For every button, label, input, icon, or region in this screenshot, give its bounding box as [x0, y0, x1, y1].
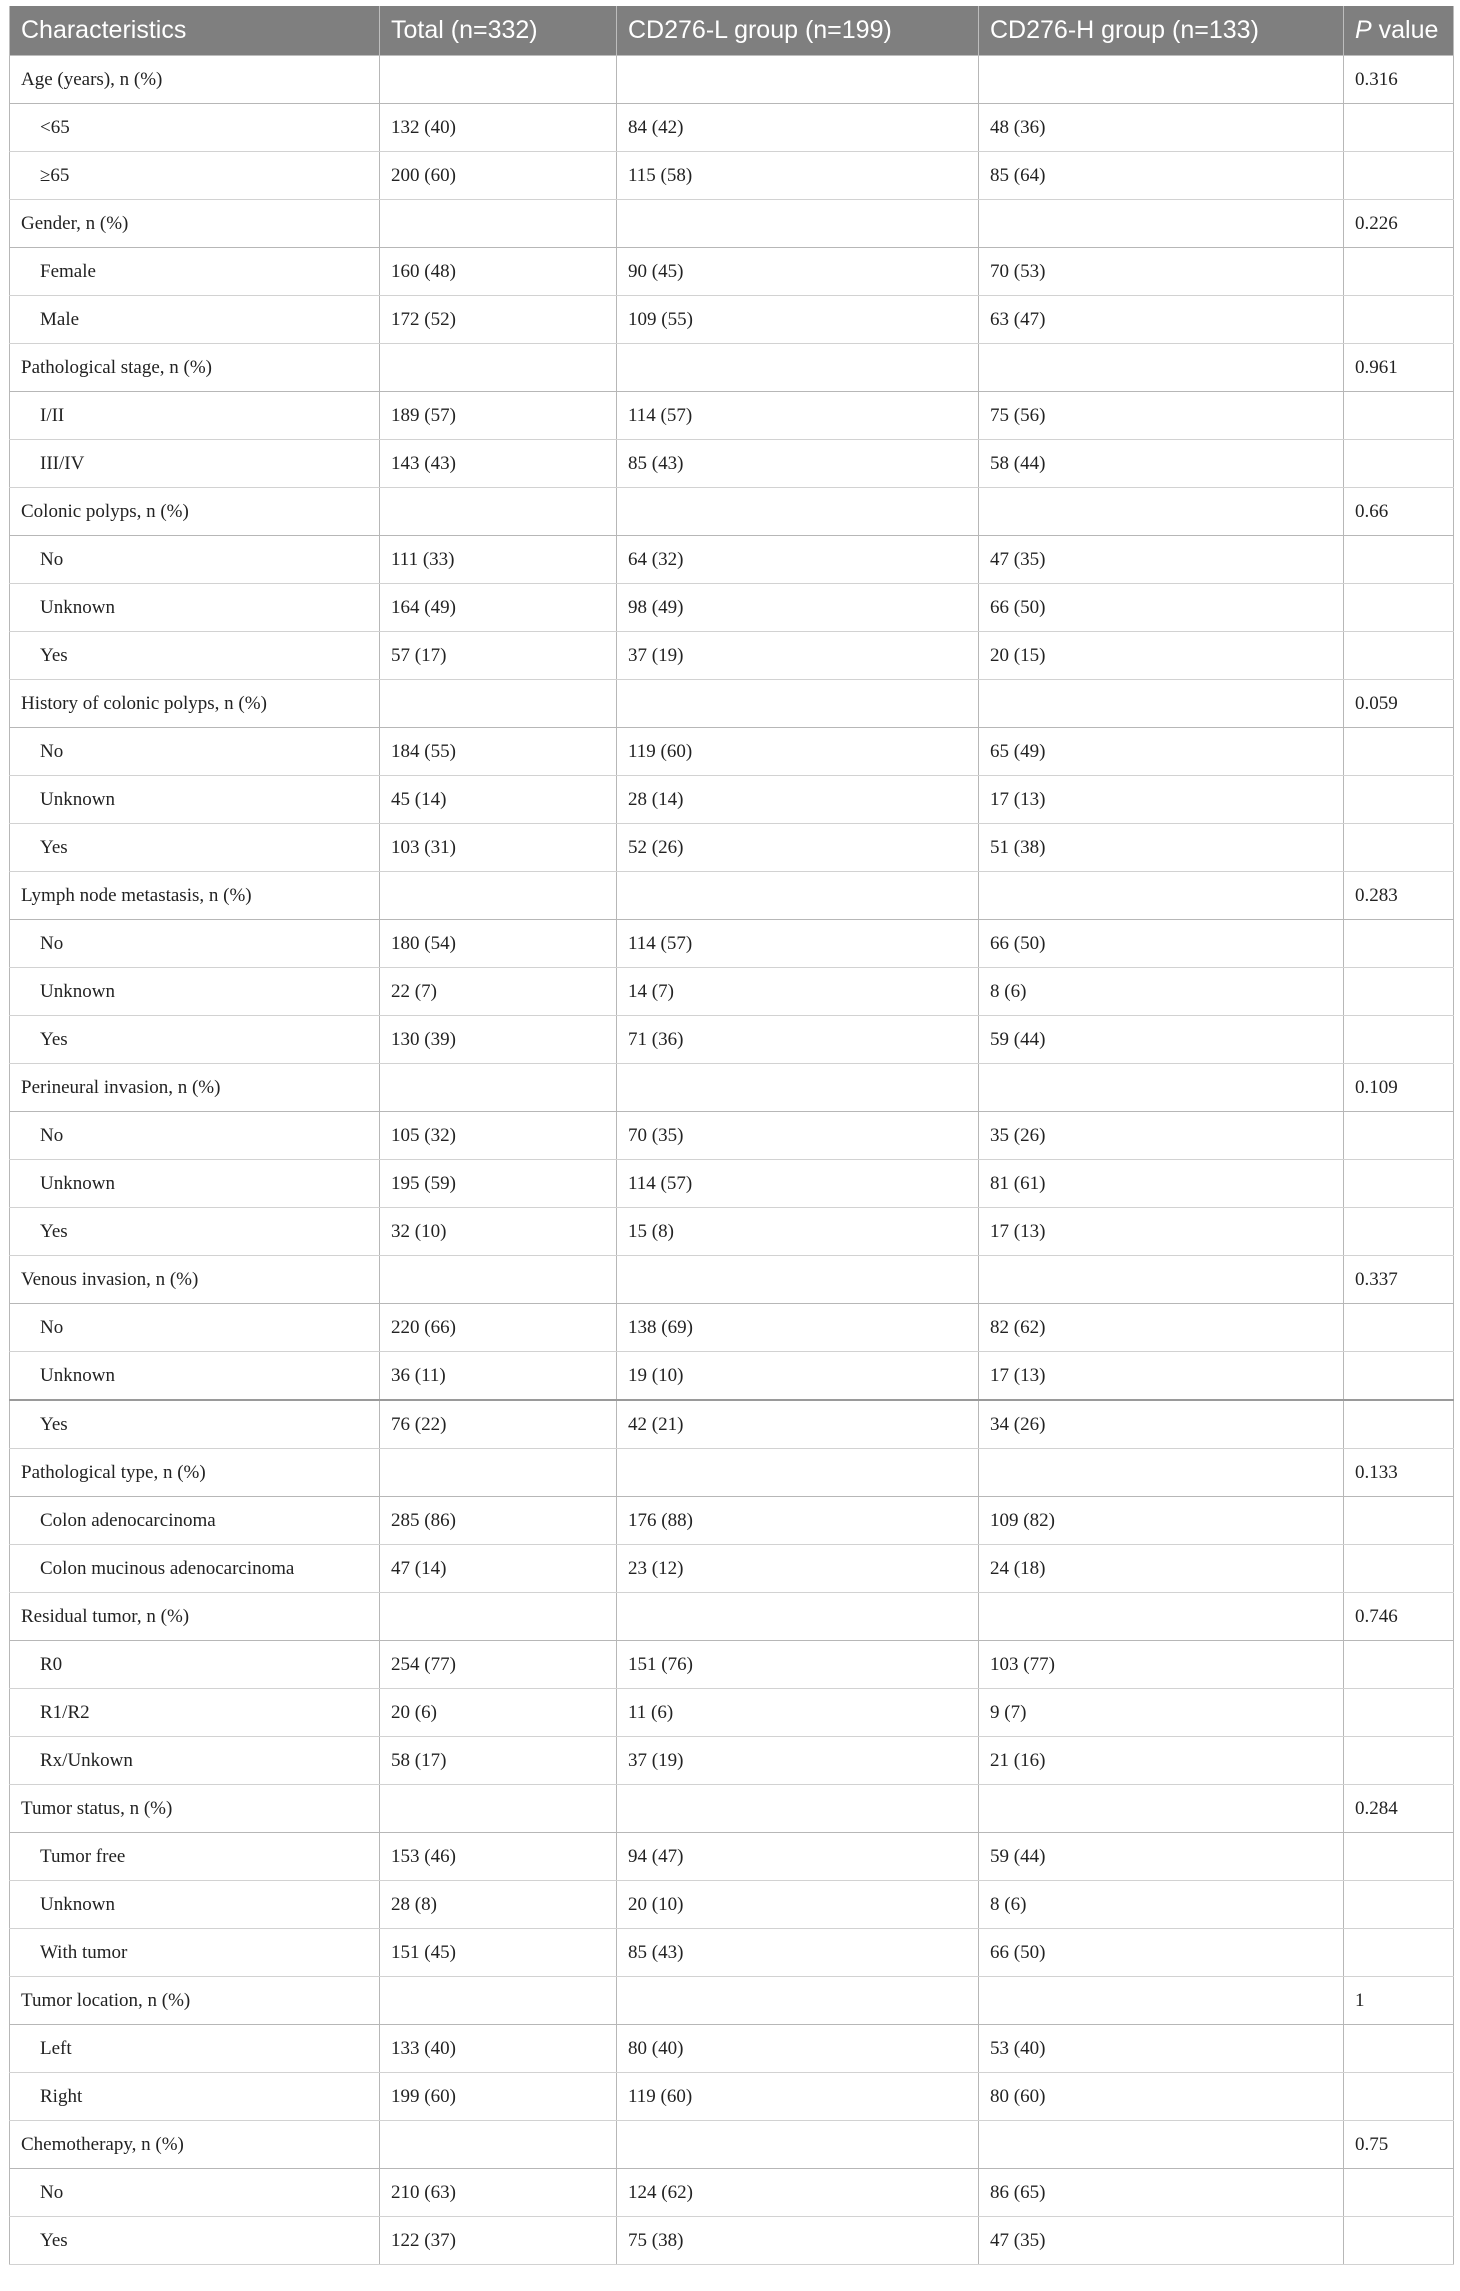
cell-p-value	[1344, 632, 1454, 680]
cell-cd276-h	[979, 1977, 1344, 2025]
table-row	[10, 2025, 1454, 2073]
table-group-row	[10, 344, 1454, 392]
cell-p-value	[1344, 104, 1454, 152]
cell-cd276-h: 20 (15)	[979, 632, 1344, 680]
cell-characteristic: Yes	[10, 2217, 380, 2265]
cell-cd276-l	[617, 872, 979, 920]
cell-cd276-l: 94 (47)	[617, 1833, 979, 1881]
cell-p-value	[1344, 1208, 1454, 1256]
cell-total: 32 (10)	[380, 1208, 617, 1256]
table-row	[10, 440, 1454, 488]
cell-p-value	[1344, 392, 1454, 440]
cell-cd276-l: 11 (6)	[617, 1689, 979, 1737]
cell-cd276-l: 114 (57)	[617, 920, 979, 968]
cell-p-value	[1344, 776, 1454, 824]
cell-cd276-l	[617, 200, 979, 248]
table-row	[10, 1016, 1454, 1064]
cell-total: 184 (55)	[380, 728, 617, 776]
cell-total: 189 (57)	[380, 392, 617, 440]
table-group-row	[10, 1977, 1454, 2025]
cell-characteristic: Chemotherapy, n (%)	[10, 2121, 380, 2169]
cell-cd276-l: 124 (62)	[617, 2169, 979, 2217]
table-group-row	[10, 680, 1454, 728]
cell-p-value	[1344, 584, 1454, 632]
cell-total: 58 (17)	[380, 1737, 617, 1785]
cell-cd276-h	[979, 488, 1344, 536]
cell-cd276-l: 151 (76)	[617, 1641, 979, 1689]
table-row	[10, 824, 1454, 872]
table-row	[10, 1833, 1454, 1881]
cell-total: 76 (22)	[380, 1400, 617, 1449]
cell-characteristic: No	[10, 1304, 380, 1352]
cell-p-value: 0.133	[1344, 1449, 1454, 1497]
table-row	[10, 1352, 1454, 1401]
cell-cd276-l: 109 (55)	[617, 296, 979, 344]
cell-total: 254 (77)	[380, 1641, 617, 1689]
cell-cd276-l	[617, 1256, 979, 1304]
table-row	[10, 2217, 1454, 2265]
cell-characteristic: Yes	[10, 1016, 380, 1064]
cell-cd276-l: 70 (35)	[617, 1112, 979, 1160]
cell-total	[380, 200, 617, 248]
cell-characteristic: Gender, n (%)	[10, 200, 380, 248]
cell-p-value	[1344, 152, 1454, 200]
cell-cd276-l: 119 (60)	[617, 728, 979, 776]
cell-cd276-l: 114 (57)	[617, 1160, 979, 1208]
cell-cd276-h: 17 (13)	[979, 776, 1344, 824]
table-row	[10, 1881, 1454, 1929]
cell-total: 130 (39)	[380, 1016, 617, 1064]
cell-cd276-l: 75 (38)	[617, 2217, 979, 2265]
cell-cd276-h: 8 (6)	[979, 968, 1344, 1016]
header-characteristics: Characteristics	[10, 6, 380, 56]
cell-p-value: 0.75	[1344, 2121, 1454, 2169]
cell-total: 199 (60)	[380, 2073, 617, 2121]
cell-cd276-l: 80 (40)	[617, 2025, 979, 2073]
cell-p-value	[1344, 440, 1454, 488]
cell-cd276-l	[617, 1977, 979, 2025]
cell-p-value	[1344, 2217, 1454, 2265]
cell-cd276-l: 90 (45)	[617, 248, 979, 296]
cell-cd276-l	[617, 2121, 979, 2169]
cell-cd276-h: 8 (6)	[979, 1881, 1344, 1929]
table-row	[10, 1304, 1454, 1352]
cell-characteristic: Unknown	[10, 1881, 380, 1929]
cell-total: 132 (40)	[380, 104, 617, 152]
cell-cd276-l: 28 (14)	[617, 776, 979, 824]
cell-cd276-l: 85 (43)	[617, 1929, 979, 1977]
cell-cd276-h: 59 (44)	[979, 1833, 1344, 1881]
cell-cd276-l: 20 (10)	[617, 1881, 979, 1929]
cell-p-value: 1	[1344, 1977, 1454, 2025]
cell-characteristic: Yes	[10, 824, 380, 872]
cell-p-value	[1344, 1112, 1454, 1160]
cell-p-value	[1344, 920, 1454, 968]
cell-p-value: 0.284	[1344, 1785, 1454, 1833]
cell-total: 172 (52)	[380, 296, 617, 344]
cell-total	[380, 2121, 617, 2169]
cell-p-value	[1344, 1016, 1454, 1064]
cell-total: 160 (48)	[380, 248, 617, 296]
table-row	[10, 920, 1454, 968]
table-row	[10, 584, 1454, 632]
cell-p-value: 0.283	[1344, 872, 1454, 920]
table-row	[10, 632, 1454, 680]
cell-cd276-h	[979, 1593, 1344, 1641]
cell-characteristic: Female	[10, 248, 380, 296]
cell-p-value: 0.226	[1344, 200, 1454, 248]
cell-p-value: 0.66	[1344, 488, 1454, 536]
cell-total	[380, 488, 617, 536]
cell-characteristic: Tumor status, n (%)	[10, 1785, 380, 1833]
cell-cd276-l: 98 (49)	[617, 584, 979, 632]
cell-cd276-h: 86 (65)	[979, 2169, 1344, 2217]
cell-p-value: 0.316	[1344, 56, 1454, 104]
cell-characteristic: No	[10, 2169, 380, 2217]
cell-total: 151 (45)	[380, 1929, 617, 1977]
cell-cd276-l	[617, 488, 979, 536]
table-row	[10, 2073, 1454, 2121]
cell-characteristic: Left	[10, 2025, 380, 2073]
cell-cd276-h: 17 (13)	[979, 1352, 1344, 1401]
cell-cd276-h	[979, 200, 1344, 248]
cell-cd276-h: 103 (77)	[979, 1641, 1344, 1689]
cell-cd276-l: 114 (57)	[617, 392, 979, 440]
table-group-row	[10, 1593, 1454, 1641]
cell-p-value: 0.109	[1344, 1064, 1454, 1112]
cell-total: 195 (59)	[380, 1160, 617, 1208]
cell-cd276-h: 85 (64)	[979, 152, 1344, 200]
cell-characteristic: No	[10, 920, 380, 968]
cell-total: 180 (54)	[380, 920, 617, 968]
table-row	[10, 1545, 1454, 1593]
table-row	[10, 1400, 1454, 1449]
table-row	[10, 296, 1454, 344]
table-row	[10, 104, 1454, 152]
characteristics-table	[9, 6, 1454, 2265]
cell-characteristic: With tumor	[10, 1929, 380, 1977]
cell-cd276-h: 80 (60)	[979, 2073, 1344, 2121]
table-group-row	[10, 2121, 1454, 2169]
cell-cd276-l	[617, 344, 979, 392]
cell-p-value	[1344, 2025, 1454, 2073]
cell-cd276-h: 82 (62)	[979, 1304, 1344, 1352]
cell-total	[380, 1256, 617, 1304]
cell-cd276-h: 66 (50)	[979, 1929, 1344, 1977]
cell-cd276-h: 24 (18)	[979, 1545, 1344, 1593]
cell-cd276-h: 70 (53)	[979, 248, 1344, 296]
table-group-row	[10, 1064, 1454, 1112]
cell-cd276-h: 34 (26)	[979, 1400, 1344, 1449]
cell-cd276-l	[617, 1785, 979, 1833]
table-row	[10, 1737, 1454, 1785]
cell-cd276-l: 19 (10)	[617, 1352, 979, 1401]
cell-cd276-h	[979, 56, 1344, 104]
cell-cd276-h: 81 (61)	[979, 1160, 1344, 1208]
cell-p-value	[1344, 1689, 1454, 1737]
table-row	[10, 2169, 1454, 2217]
cell-characteristic: Venous invasion, n (%)	[10, 1256, 380, 1304]
cell-cd276-l	[617, 1449, 979, 1497]
cell-cd276-h: 53 (40)	[979, 2025, 1344, 2073]
cell-cd276-h: 66 (50)	[979, 584, 1344, 632]
cell-characteristic: Right	[10, 2073, 380, 2121]
cell-cd276-h	[979, 1256, 1344, 1304]
cell-p-value	[1344, 536, 1454, 584]
cell-characteristic: No	[10, 536, 380, 584]
table-group-row	[10, 488, 1454, 536]
cell-characteristic: Colon mucinous adenocarcinoma	[10, 1545, 380, 1593]
cell-total	[380, 680, 617, 728]
cell-cd276-h: 48 (36)	[979, 104, 1344, 152]
cell-cd276-l: 119 (60)	[617, 2073, 979, 2121]
cell-cd276-h	[979, 1064, 1344, 1112]
cell-cd276-l: 52 (26)	[617, 824, 979, 872]
cell-cd276-l	[617, 1593, 979, 1641]
cell-characteristic: Colon adenocarcinoma	[10, 1497, 380, 1545]
table-row	[10, 1641, 1454, 1689]
cell-characteristic: No	[10, 728, 380, 776]
cell-p-value	[1344, 1545, 1454, 1593]
cell-total	[380, 56, 617, 104]
cell-total: 47 (14)	[380, 1545, 617, 1593]
cell-cd276-l: 15 (8)	[617, 1208, 979, 1256]
cell-characteristic: Rx/Unkown	[10, 1737, 380, 1785]
cell-cd276-l: 138 (69)	[617, 1304, 979, 1352]
cell-p-value	[1344, 1352, 1454, 1401]
cell-cd276-h	[979, 344, 1344, 392]
cell-characteristic: Pathological type, n (%)	[10, 1449, 380, 1497]
cell-characteristic: Unknown	[10, 968, 380, 1016]
cell-total: 122 (37)	[380, 2217, 617, 2265]
cell-cd276-h: 21 (16)	[979, 1737, 1344, 1785]
cell-characteristic: Tumor location, n (%)	[10, 1977, 380, 2025]
cell-characteristic: Yes	[10, 1400, 380, 1449]
cell-cd276-h: 47 (35)	[979, 536, 1344, 584]
cell-characteristic: Unknown	[10, 1352, 380, 1401]
cell-cd276-h: 66 (50)	[979, 920, 1344, 968]
cell-cd276-h	[979, 1785, 1344, 1833]
cell-cd276-l: 85 (43)	[617, 440, 979, 488]
cell-cd276-h: 47 (35)	[979, 2217, 1344, 2265]
cell-total	[380, 1449, 617, 1497]
cell-p-value	[1344, 1641, 1454, 1689]
cell-characteristic: Colonic polyps, n (%)	[10, 488, 380, 536]
table-group-row	[10, 872, 1454, 920]
cell-total	[380, 1785, 617, 1833]
table-row	[10, 152, 1454, 200]
cell-p-value	[1344, 2169, 1454, 2217]
cell-p-value: 0.961	[1344, 344, 1454, 392]
cell-cd276-l: 176 (88)	[617, 1497, 979, 1545]
cell-characteristic: Perineural invasion, n (%)	[10, 1064, 380, 1112]
cell-cd276-h: 51 (38)	[979, 824, 1344, 872]
cell-total: 57 (17)	[380, 632, 617, 680]
table-row	[10, 728, 1454, 776]
cell-total: 111 (33)	[380, 536, 617, 584]
cell-total	[380, 1064, 617, 1112]
table-row	[10, 248, 1454, 296]
table-group-row	[10, 1449, 1454, 1497]
cell-characteristic: Unknown	[10, 584, 380, 632]
cell-cd276-h: 59 (44)	[979, 1016, 1344, 1064]
table-header-row	[10, 6, 1454, 56]
cell-characteristic: Residual tumor, n (%)	[10, 1593, 380, 1641]
cell-p-value	[1344, 1400, 1454, 1449]
cell-total: 220 (66)	[380, 1304, 617, 1352]
cell-cd276-l: 71 (36)	[617, 1016, 979, 1064]
cell-p-value	[1344, 1737, 1454, 1785]
cell-cd276-l	[617, 56, 979, 104]
cell-characteristic: I/II	[10, 392, 380, 440]
cell-p-value	[1344, 2073, 1454, 2121]
table-row	[10, 1689, 1454, 1737]
cell-p-value	[1344, 1160, 1454, 1208]
cell-cd276-l: 42 (21)	[617, 1400, 979, 1449]
cell-p-value	[1344, 1833, 1454, 1881]
cell-cd276-l: 14 (7)	[617, 968, 979, 1016]
cell-total	[380, 344, 617, 392]
cell-cd276-l	[617, 1064, 979, 1112]
cell-total: 200 (60)	[380, 152, 617, 200]
table-group-row	[10, 1785, 1454, 1833]
cell-p-value	[1344, 248, 1454, 296]
cell-characteristic: Lymph node metastasis, n (%)	[10, 872, 380, 920]
cell-characteristic: Yes	[10, 1208, 380, 1256]
cell-characteristic: <65	[10, 104, 380, 152]
cell-characteristic: III/IV	[10, 440, 380, 488]
cell-total	[380, 1977, 617, 2025]
cell-total: 28 (8)	[380, 1881, 617, 1929]
cell-p-value	[1344, 1881, 1454, 1929]
cell-cd276-h: 58 (44)	[979, 440, 1344, 488]
cell-characteristic: Male	[10, 296, 380, 344]
cell-characteristic: R1/R2	[10, 1689, 380, 1737]
cell-cd276-h: 65 (49)	[979, 728, 1344, 776]
cell-total: 153 (46)	[380, 1833, 617, 1881]
table-body	[10, 56, 1454, 2265]
cell-p-value	[1344, 1929, 1454, 1977]
table-row	[10, 1929, 1454, 1977]
cell-cd276-h: 109 (82)	[979, 1497, 1344, 1545]
cell-characteristic: Age (years), n (%)	[10, 56, 380, 104]
cell-total: 210 (63)	[380, 2169, 617, 2217]
cell-p-value	[1344, 968, 1454, 1016]
header-p-letter: P	[1355, 16, 1372, 44]
cell-cd276-h: 17 (13)	[979, 1208, 1344, 1256]
table-group-row	[10, 1256, 1454, 1304]
cell-characteristic: Unknown	[10, 1160, 380, 1208]
cell-cd276-h: 75 (56)	[979, 392, 1344, 440]
header-total: Total (n=332)	[380, 6, 617, 56]
cell-cd276-h	[979, 680, 1344, 728]
cell-total: 143 (43)	[380, 440, 617, 488]
cell-p-value: 0.059	[1344, 680, 1454, 728]
cell-p-value	[1344, 728, 1454, 776]
cell-cd276-h	[979, 872, 1344, 920]
cell-p-value	[1344, 1497, 1454, 1545]
table-row	[10, 1497, 1454, 1545]
cell-total	[380, 1593, 617, 1641]
cell-cd276-l: 64 (32)	[617, 536, 979, 584]
header-cd276-l-group: CD276-L group (n=199)	[617, 6, 979, 56]
cell-characteristic: Tumor free	[10, 1833, 380, 1881]
cell-total: 20 (6)	[380, 1689, 617, 1737]
cell-p-value	[1344, 824, 1454, 872]
cell-cd276-l: 115 (58)	[617, 152, 979, 200]
cell-total: 164 (49)	[380, 584, 617, 632]
cell-p-value: 0.337	[1344, 1256, 1454, 1304]
cell-cd276-h	[979, 2121, 1344, 2169]
cell-characteristic: Pathological stage, n (%)	[10, 344, 380, 392]
cell-total	[380, 872, 617, 920]
cell-total: 36 (11)	[380, 1352, 617, 1401]
cell-characteristic: Yes	[10, 632, 380, 680]
cell-cd276-h: 35 (26)	[979, 1112, 1344, 1160]
cell-total: 285 (86)	[380, 1497, 617, 1545]
table-row	[10, 776, 1454, 824]
cell-cd276-l: 37 (19)	[617, 632, 979, 680]
table-group-row	[10, 56, 1454, 104]
header-cd276-h-group: CD276-H group (n=133)	[979, 6, 1344, 56]
table-group-row	[10, 200, 1454, 248]
cell-total: 133 (40)	[380, 2025, 617, 2073]
cell-characteristic: No	[10, 1112, 380, 1160]
cell-p-value: 0.746	[1344, 1593, 1454, 1641]
cell-p-value	[1344, 1304, 1454, 1352]
cell-characteristic: Unknown	[10, 776, 380, 824]
table-row	[10, 1112, 1454, 1160]
cell-characteristic: R0	[10, 1641, 380, 1689]
table-row	[10, 536, 1454, 584]
cell-cd276-h: 9 (7)	[979, 1689, 1344, 1737]
table-row	[10, 1160, 1454, 1208]
header-p-suffix: value	[1371, 16, 1439, 44]
cell-total: 103 (31)	[380, 824, 617, 872]
cell-cd276-h: 63 (47)	[979, 296, 1344, 344]
cell-cd276-l: 37 (19)	[617, 1737, 979, 1785]
cell-cd276-l: 84 (42)	[617, 104, 979, 152]
cell-cd276-h	[979, 1449, 1344, 1497]
cell-p-value	[1344, 296, 1454, 344]
table-row	[10, 392, 1454, 440]
cell-total: 105 (32)	[380, 1112, 617, 1160]
cell-characteristic: ≥65	[10, 152, 380, 200]
table-row	[10, 968, 1454, 1016]
cell-characteristic: History of colonic polyps, n (%)	[10, 680, 380, 728]
cell-cd276-l: 23 (12)	[617, 1545, 979, 1593]
cell-total: 45 (14)	[380, 776, 617, 824]
table-row	[10, 1208, 1454, 1256]
header-p-value	[1344, 6, 1454, 56]
cell-cd276-l	[617, 680, 979, 728]
cell-total: 22 (7)	[380, 968, 617, 1016]
